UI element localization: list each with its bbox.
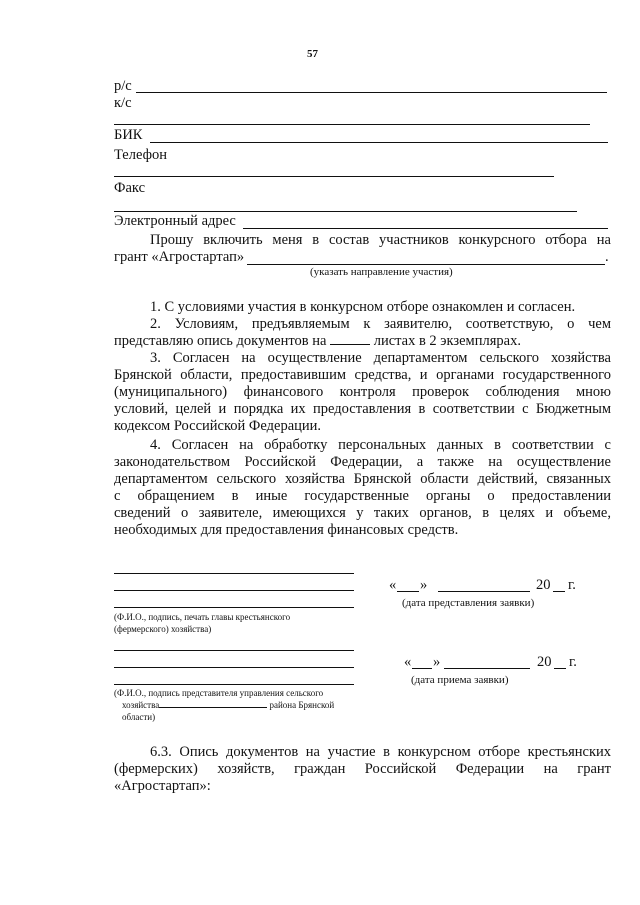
date1-year-prefix: 20: [536, 577, 551, 593]
date1-day-blank: [397, 591, 419, 592]
date2-open-quote: «: [404, 654, 412, 670]
item-4-line-6: необходимых для предоставления финансовых средств.: [114, 522, 459, 538]
date2-year-prefix: 20: [537, 654, 552, 670]
request-line-1: Прошу включить меня в состав участников конкурсного отбора на: [150, 232, 611, 248]
item-4-line-3: департаментом сельского хозяйства Брянской области действий, связанных: [114, 471, 611, 487]
date1-month-blank: [438, 591, 530, 592]
rs-label: р/с: [114, 78, 132, 94]
head-caption-line-2: (фермерского) хозяйства): [114, 624, 212, 634]
date2-suffix: г.: [569, 654, 577, 670]
phone-line: [114, 176, 554, 177]
rep-caption-line-2a: хозяйства: [122, 700, 160, 710]
section-line-3: «Агростартап»:: [114, 778, 211, 794]
head-signature-line-3: [114, 607, 354, 608]
item-3-line-4: условий, целей и порядка их предоставления в соответствии с Бюджетным: [114, 401, 611, 417]
rep-caption-line-3: области): [122, 712, 156, 722]
item-1: 1. С условиями участия в конкурсном отборе ознакомлен и согласен.: [150, 299, 576, 315]
fax-line: [114, 211, 577, 212]
rep-caption-line-2: [122, 699, 334, 711]
section-line-1: 6.3. Опись документов на участие в конкурсном отборе крестьянских: [150, 744, 611, 760]
date1-suffix: г.: [568, 577, 576, 593]
head-caption-line-1: (Ф.И.О., подпись, печать главы крестьянского: [114, 612, 291, 622]
date2-month-blank: [444, 668, 530, 669]
section-line-2: (фермерских) хозяйств, граждан Российской Федерации на грант: [114, 761, 611, 777]
rep-signature-line-1: [114, 650, 354, 651]
rep-signature-line-2: [114, 667, 354, 668]
date2-close-quote: »: [433, 654, 441, 670]
email-line: [243, 228, 608, 229]
ks-label: к/с: [114, 95, 132, 111]
date1-caption: (дата представления заявки): [402, 597, 535, 609]
fax-label: Факс: [114, 180, 146, 196]
email-label: Электронный адрес: [114, 213, 236, 229]
item-3-line-1: 3. Согласен на осуществление департаментом сельского хозяйства: [150, 350, 611, 366]
rep-caption-line-2b: района Брянской: [269, 700, 335, 710]
item-3-line-2: Брянской области, предоставившим средства, и органами государственного: [114, 367, 611, 383]
phone-label: Телефон: [114, 147, 167, 163]
date2-caption: (дата приема заявки): [411, 674, 509, 686]
date2-year-blank: [554, 668, 566, 669]
item-2-line-2a: представляю опись документов на: [114, 333, 327, 349]
rep-signature-line-3: [114, 684, 354, 685]
district-blank: [159, 707, 267, 708]
item-4-line-4: с обращением в иные государственные органы о предоставлении: [114, 488, 611, 504]
request-line-2-prefix: грант «Агростартап»: [114, 249, 245, 265]
item-2-line-1: 2. Условиям, предъявляемым к заявителю, соответствую, о чем: [150, 316, 611, 332]
page-number: 57: [307, 48, 318, 60]
direction-hint: (указать направление участия): [310, 266, 453, 278]
head-signature-line-1: [114, 573, 354, 574]
item-2-line-2b: листах в 2 экземплярах.: [373, 333, 521, 349]
ks-line: [114, 124, 590, 125]
rs-line: [136, 92, 607, 93]
rep-caption-line-1: (Ф.И.О., подпись представителя управления сельского: [114, 688, 324, 698]
bik-line: [150, 142, 608, 143]
date2-day-blank: [412, 668, 432, 669]
item-4-line-2: законодательством Российской Федерации, а также на осуществление: [114, 454, 611, 470]
item-2-line-2: [114, 333, 521, 350]
bik-label: БИК: [114, 127, 143, 143]
date1-close-quote: »: [420, 577, 428, 593]
direction-line: [247, 264, 605, 265]
item-3-line-3: (муниципального) финансового контроля проверок соблюдения мною: [114, 384, 611, 400]
head-signature-line-2: [114, 590, 354, 591]
request-line-2-end: .: [605, 249, 609, 265]
item-4-line-1: 4. Согласен на обработку персональных данных в соответствии с: [150, 437, 611, 453]
item-4-line-5: сведений о заявителе, имеющихся у таких органов, в целях и объеме,: [114, 505, 611, 521]
date1-open-quote: «: [389, 577, 397, 593]
item-3-line-5: кодексом Российской Федерации.: [114, 418, 322, 434]
date1-year-blank: [553, 591, 565, 592]
sheet-count-blank: [330, 344, 370, 345]
